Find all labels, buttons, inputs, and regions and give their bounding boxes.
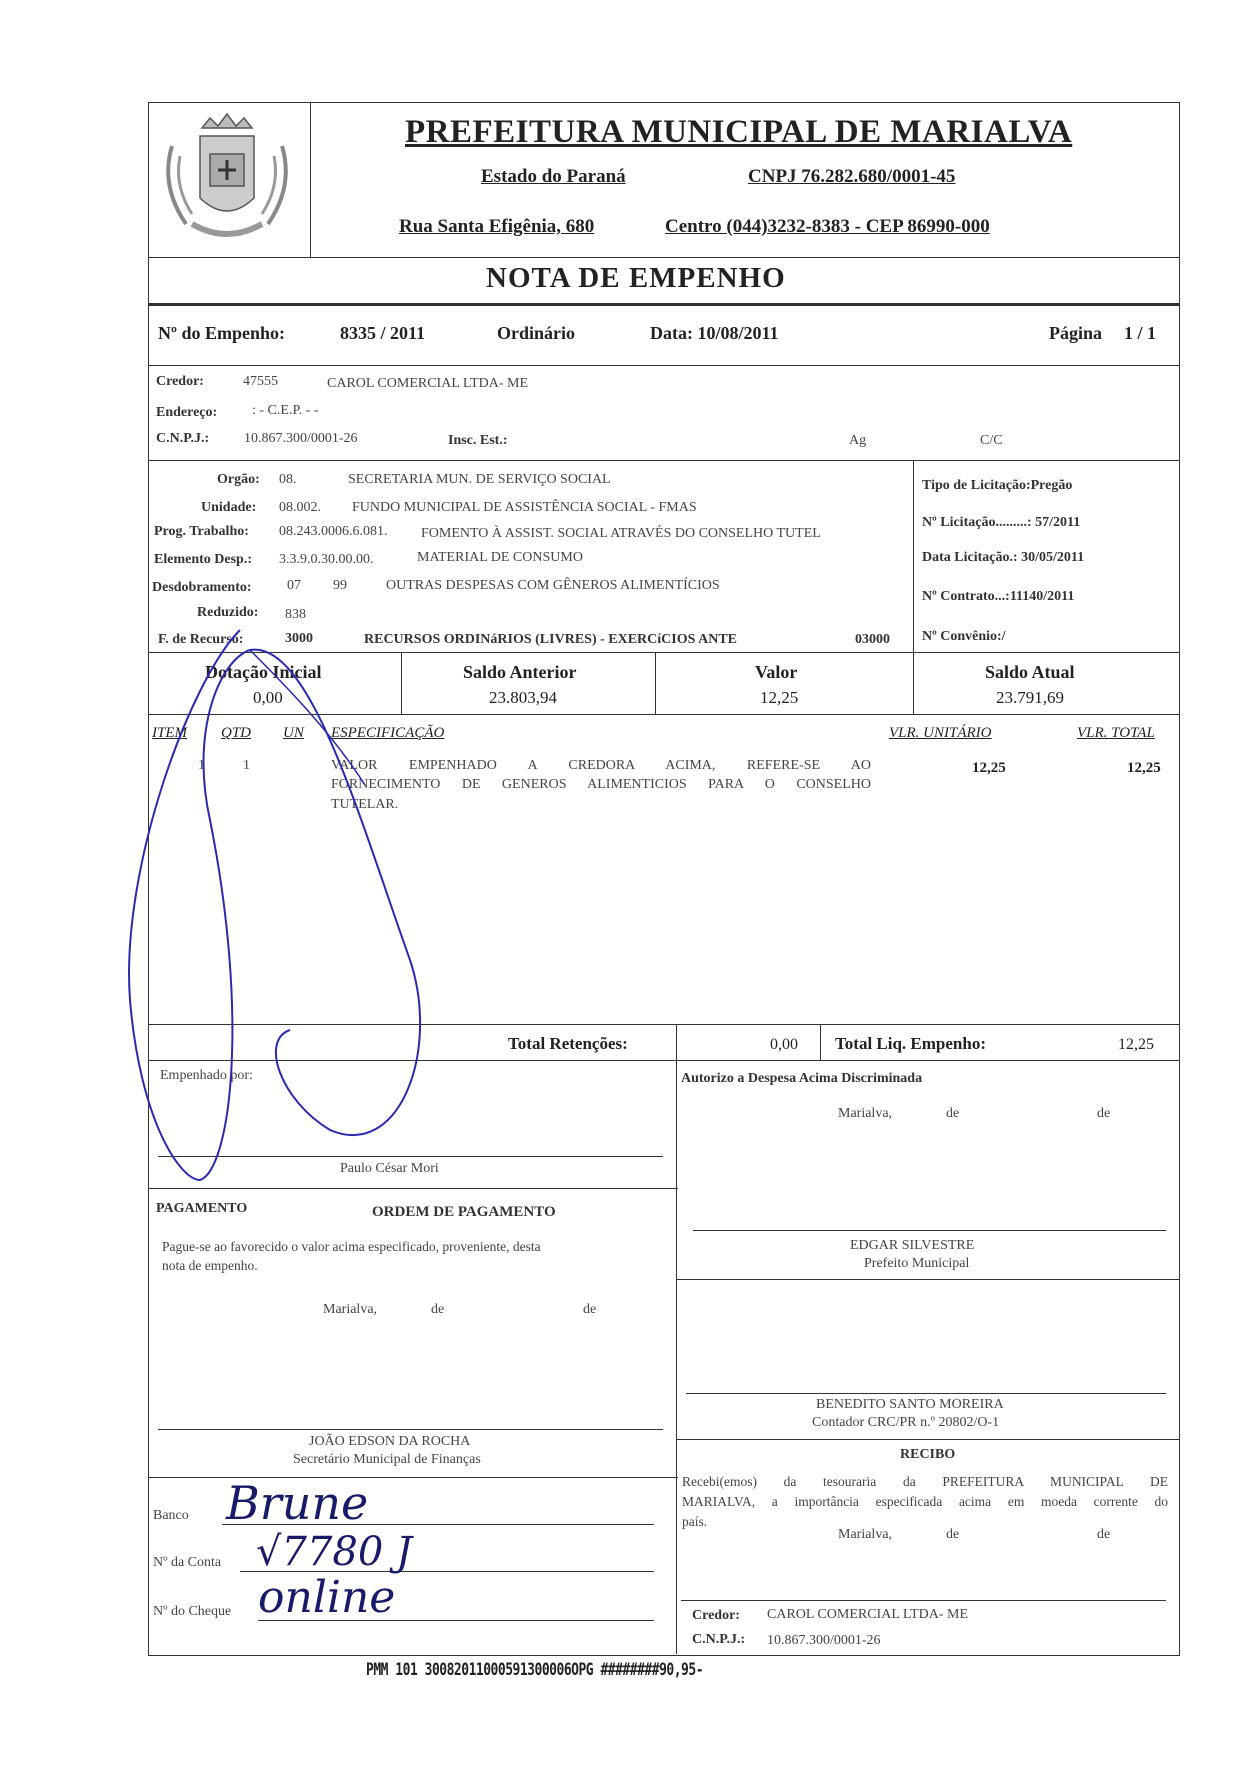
total-retencoes-label: Total Retenções: — [508, 1034, 628, 1053]
pagamento-place: Marialva, — [323, 1302, 378, 1317]
col-vlr-unitario: VLR. UNITÁRIO — [889, 725, 992, 741]
prefeito-title: Prefeito Municipal — [864, 1256, 970, 1271]
pagamento-label: PAGAMENTO — [156, 1201, 248, 1216]
total-retencoes-value: 0,00 — [770, 1036, 798, 1053]
total-liq-label: Total Liq. Empenho: — [835, 1034, 986, 1053]
elemento-code: 3.3.9.0.30.00.00. — [279, 552, 374, 567]
desdobramento-code1: 07 — [287, 578, 301, 593]
data-licitacao: Data Licitação.: 30/05/2011 — [922, 550, 1085, 565]
recibo-cnpj-label: C.N.P.J.: — [692, 1632, 746, 1647]
secretario-title: Secretário Municipal de Finanças — [293, 1452, 481, 1467]
col-vlr-total: VLR. TOTAL — [1077, 725, 1155, 741]
pagamento-text-line2: nota de empenho. — [162, 1258, 258, 1273]
elemento-name: MATERIAL DE CONSUMO — [417, 550, 583, 565]
elemento-label: Elemento Desp.: — [154, 552, 252, 567]
cheque-label: Nº do Cheque — [153, 1604, 232, 1619]
saldo-anterior-label: Saldo Anterior — [463, 662, 577, 682]
desdobramento-code2: 99 — [333, 578, 347, 593]
banco-label: Banco — [153, 1508, 189, 1523]
empenhado-label: Empenhado por: — [160, 1068, 253, 1083]
empenho-type: Ordinário — [497, 323, 576, 343]
contador-title: Contador CRC/PR n.º 20802/O-1 — [812, 1415, 1000, 1430]
coat-of-arms-icon — [152, 106, 302, 252]
col-qtd: QTD — [221, 725, 252, 741]
dotacao-value: 0,00 — [253, 688, 283, 707]
valor-value: 12,25 — [760, 688, 799, 707]
endereco-value: : - C.E.P. - - — [252, 403, 319, 418]
unidade-label: Unidade: — [201, 500, 257, 515]
endereco-label: Endereço: — [156, 405, 218, 420]
prog-label: Prog. Trabalho: — [154, 524, 249, 539]
pagamento-de1: de — [431, 1302, 445, 1317]
orgao-code: 08. — [279, 472, 297, 487]
recibo-label: RECIBO — [900, 1447, 956, 1462]
tipo-licitacao: Tipo de Licitação:Pregão — [922, 478, 1073, 493]
recibo-place: Marialva, — [838, 1527, 893, 1542]
state-name: Estado do Paraná — [481, 166, 626, 187]
recurso-name: RECURSOS ORDINáRIOS (LIVRES) - EXERCíCIOS ANTE — [364, 632, 738, 647]
saldo-atual-value: 23.791,69 — [996, 688, 1064, 707]
conta-label: Nº da Conta — [153, 1555, 222, 1570]
secretario-name: JOÃO EDSON DA ROCHA — [309, 1434, 471, 1449]
unidade-code: 08.002. — [279, 500, 321, 515]
empenho-number-label: Nº do Empenho: — [158, 323, 285, 343]
col-un: UN — [283, 725, 304, 741]
desdobramento-label: Desdobramento: — [152, 580, 252, 595]
col-item: ITEM — [152, 725, 187, 741]
credor-label: Credor: — [156, 374, 204, 389]
orgao-label: Orgão: — [217, 472, 260, 487]
document-title: NOTA DE EMPENHO — [486, 262, 786, 294]
credor-code: 47555 — [243, 374, 278, 389]
unidade-name: FUNDO MUNICIPAL DE ASSISTÊNCIA SOCIAL - FMAS — [352, 500, 697, 515]
pen-annotation-mark — [100, 620, 480, 1200]
contador-name: BENEDITO SANTO MOREIRA — [816, 1397, 1004, 1412]
credor-cnpj-label: C.N.P.J.: — [156, 431, 210, 446]
header-address: Rua Santa Efigênia, 680 — [399, 216, 595, 237]
autorizo-label: Autorizo a Despesa Acima Discriminada — [681, 1071, 923, 1086]
credor-cnpj: 10.867.300/0001-26 — [244, 431, 358, 446]
prog-name: FOMENTO À ASSIST. SOCIAL ATRAVÉS DO CONSELHO TUTEL — [421, 526, 821, 541]
reduzido-value: 838 — [285, 607, 306, 622]
item-total-value: 12,25 — [1127, 760, 1161, 776]
credor-name: CAROL COMERCIAL LTDA- ME — [327, 376, 529, 391]
orgao-name: SECRETARIA MUN. DE SERVIÇO SOCIAL — [348, 472, 611, 487]
recurso-label: F. de Recurso: — [158, 632, 244, 647]
header-contact: Centro (044)3232-8383 - CEP 86990-000 — [665, 216, 990, 237]
conta-handwritten: √7780 J — [256, 1529, 413, 1575]
total-liq-value: 12,25 — [1118, 1036, 1154, 1053]
reduzido-label: Reduzido: — [197, 605, 259, 620]
recibo-de2: de — [1097, 1527, 1111, 1542]
pagamento-text-line1: Pague-se ao favorecido o valor acima especificado, proveniente, desta — [162, 1239, 541, 1254]
recibo-text-line3: país. — [682, 1514, 708, 1529]
item-qtd: 1 — [243, 758, 250, 773]
page-number: 1 / 1 — [1124, 323, 1157, 343]
recibo-de1: de — [946, 1527, 960, 1542]
footer-code: PMM 101 30082011000591300006OPG ########90,95- — [366, 1660, 704, 1681]
empenho-number: 8335 / 2011 — [340, 323, 426, 343]
banco-handwritten: Brune — [226, 1476, 369, 1530]
pagamento-de2: de — [583, 1302, 597, 1317]
empenhado-name: Paulo César Mori — [340, 1161, 439, 1176]
autorizo-place: Marialva, — [838, 1106, 893, 1121]
item-unit-value: 12,25 — [972, 760, 1006, 776]
numero-contrato: Nº Contrato...:11140/2011 — [922, 589, 1075, 604]
ag-label: Ag — [849, 433, 867, 448]
desdobramento-name: OUTRAS DESPESAS COM GÊNEROS ALIMENTÍCIOS — [386, 578, 720, 593]
numero-licitacao: Nº Licitação.........: 57/2011 — [922, 515, 1081, 530]
recibo-cnpj: 10.867.300/0001-26 — [767, 1633, 881, 1648]
item-desc-line2: FORNECIMENTO DE GENEROS ALIMENTICIOS PARA O CONSELHO — [331, 777, 871, 792]
recibo-credor-label: Credor: — [692, 1608, 740, 1623]
prog-code: 08.243.0006.6.081. — [279, 524, 388, 539]
cc-label: C/C — [980, 433, 1003, 448]
prefeito-name: EDGAR SILVESTRE — [850, 1238, 975, 1253]
ordem-pagamento-label: ORDEM DE PAGAMENTO — [372, 1204, 556, 1220]
header-cnpj: CNPJ 76.282.680/0001-45 — [748, 166, 956, 187]
dotacao-label: Dotação Inicial — [205, 662, 322, 682]
numero-convenio: Nº Convênio:/ — [922, 629, 1006, 644]
valor-label: Valor — [755, 662, 798, 682]
saldo-atual-label: Saldo Atual — [985, 662, 1075, 682]
item-number: 1 — [198, 758, 205, 773]
recibo-credor-name: CAROL COMERCIAL LTDA- ME — [767, 1607, 969, 1622]
recurso-code: 3000 — [285, 631, 313, 646]
item-desc-line1: VALOR EMPENHADO A CREDORA ACIMA, REFERE-SE AO — [331, 758, 871, 773]
page-label: Página — [1049, 323, 1103, 343]
recibo-text-line1: Recebi(emos) da tesouraria da PREFEITURA MUNICIPAL DE — [682, 1474, 1168, 1489]
municipality-title: PREFEITURA MUNICIPAL DE MARIALVA — [405, 114, 1073, 150]
saldo-anterior-value: 23.803,94 — [489, 688, 557, 707]
recurso-code2: 03000 — [855, 632, 890, 647]
empenho-date: Data: 10/08/2011 — [650, 323, 779, 343]
item-desc-line3: TUTELAR. — [331, 797, 399, 812]
col-especificacao: ESPECIFICAÇÃO — [331, 725, 445, 741]
recibo-text-line2: MARIALVA, a importância especificada acima em moeda corrente do — [682, 1494, 1168, 1509]
insc-est-label: Insc. Est.: — [448, 433, 508, 448]
autorizo-de2: de — [1097, 1106, 1111, 1121]
cheque-handwritten: online — [258, 1572, 396, 1623]
autorizo-de1: de — [946, 1106, 960, 1121]
